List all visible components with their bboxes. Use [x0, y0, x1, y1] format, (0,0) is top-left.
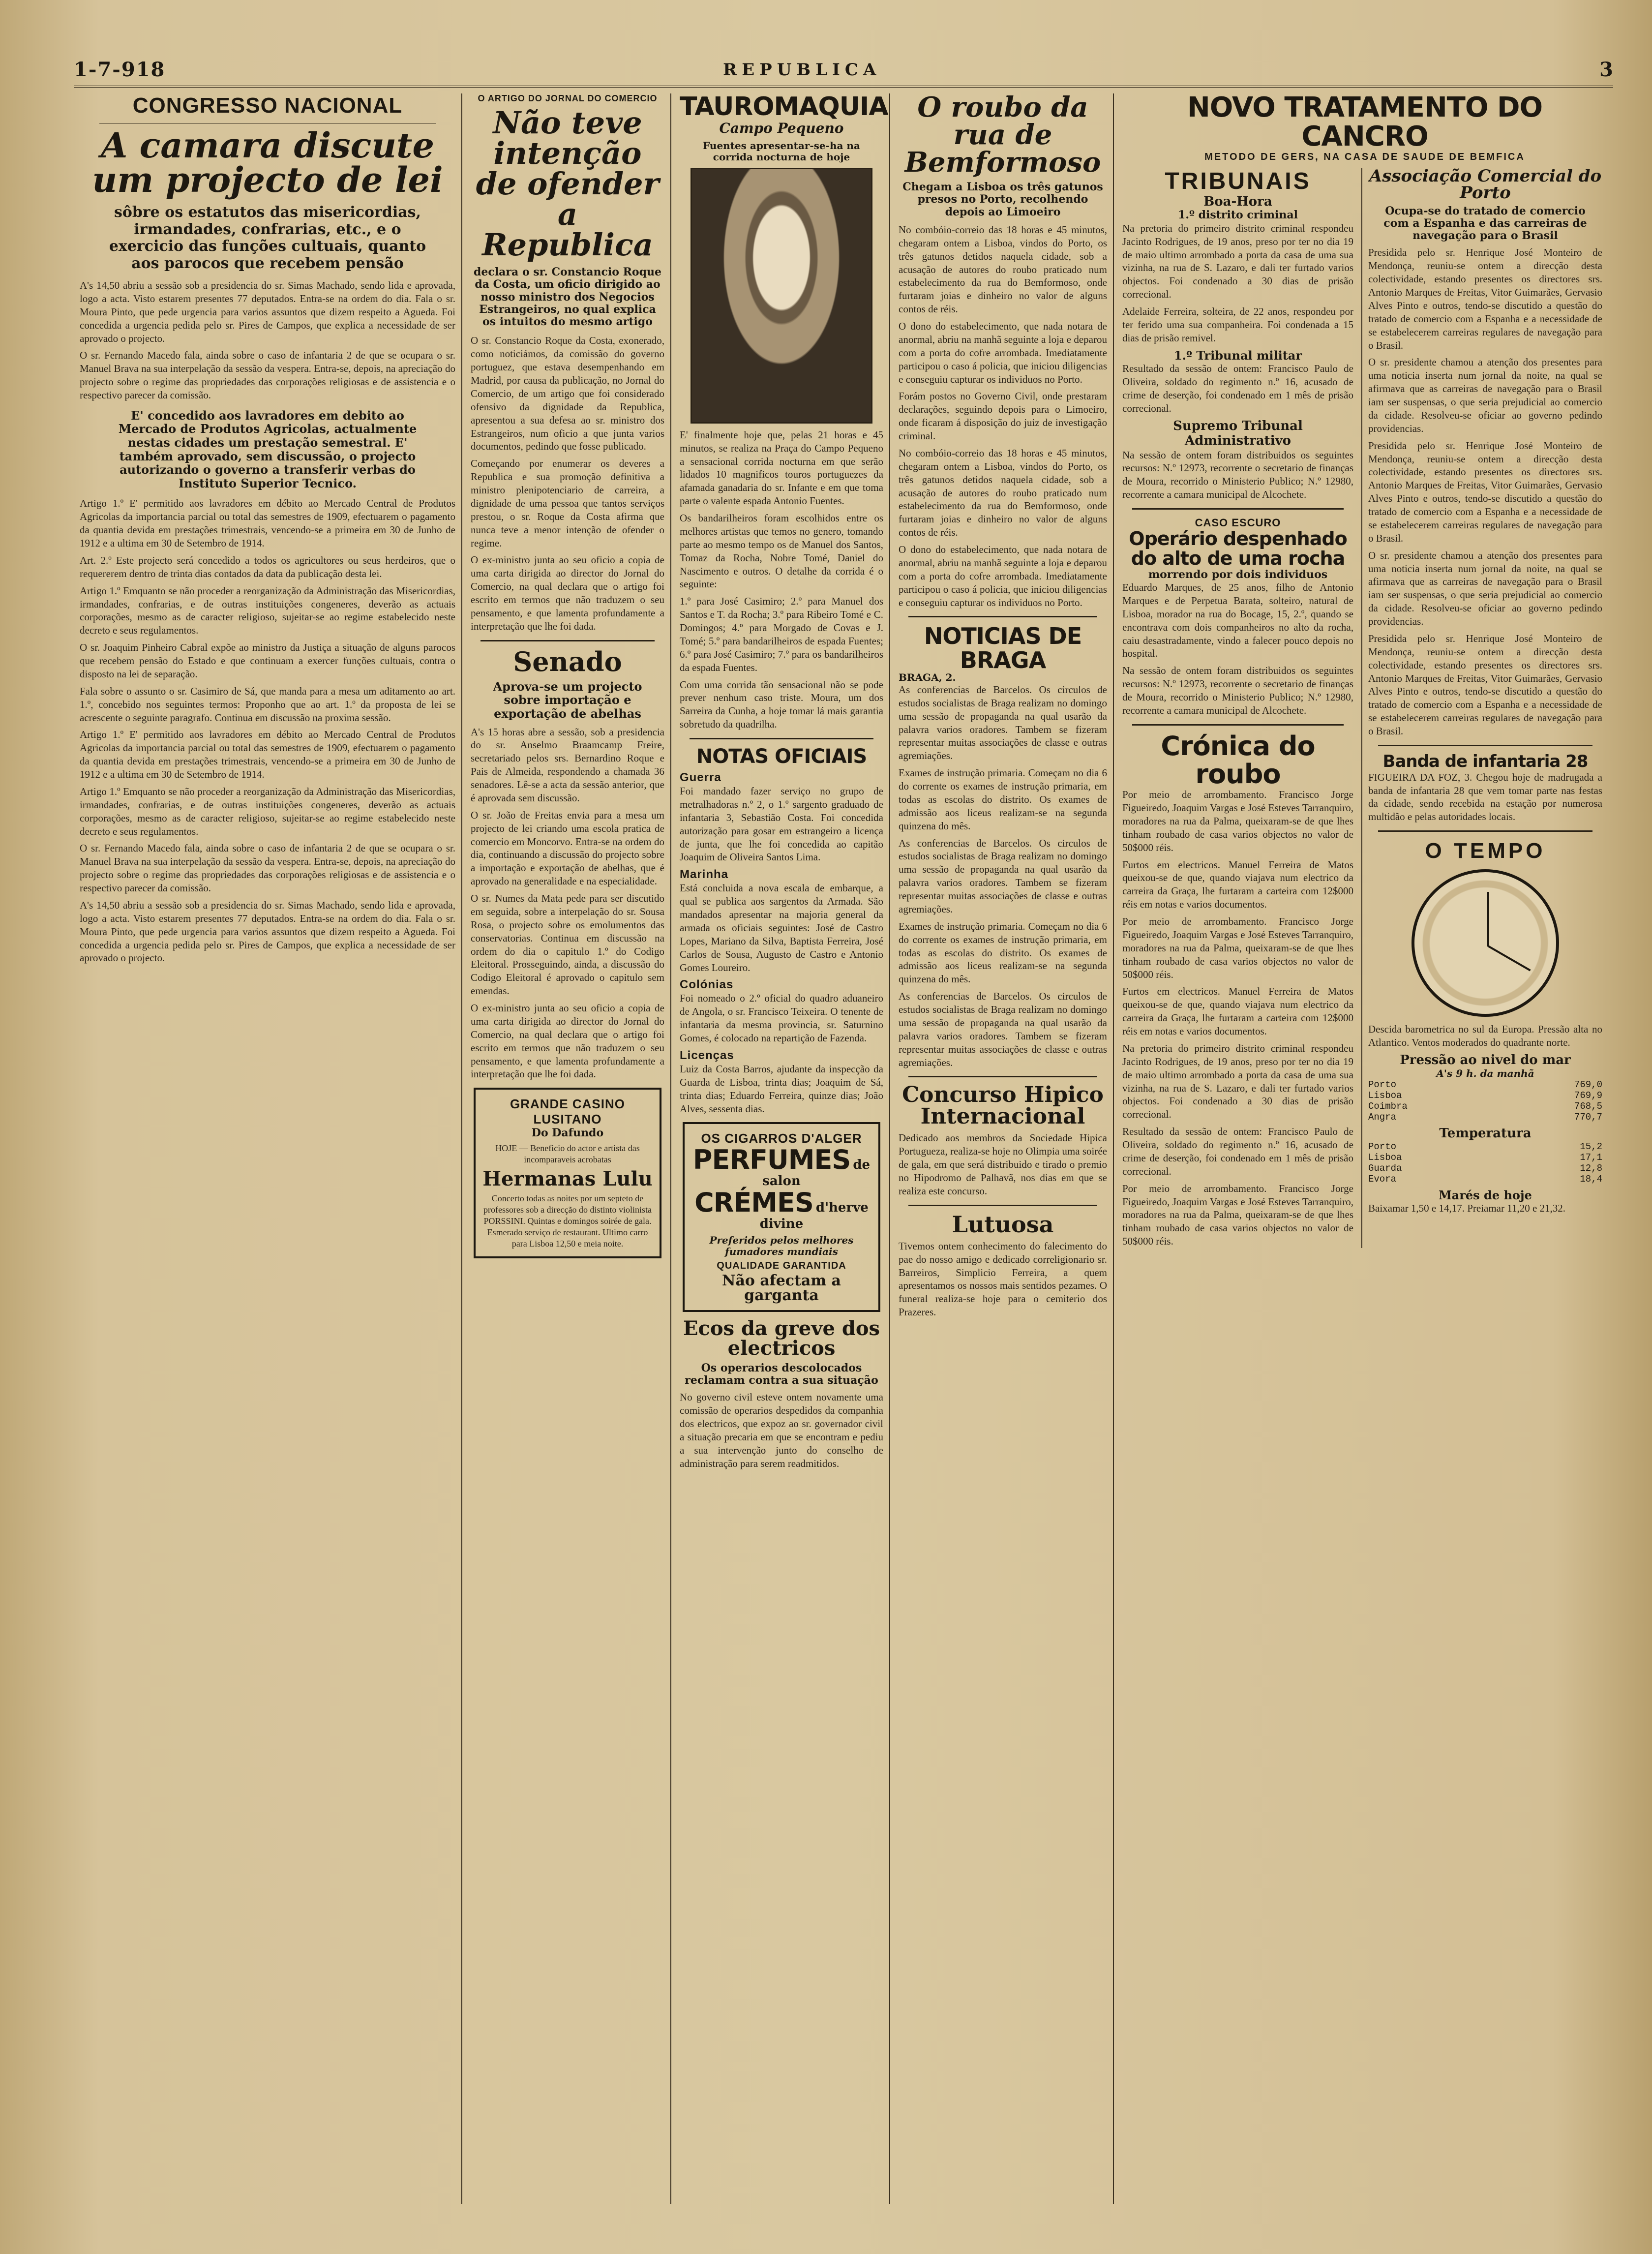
subhead-roubo: Chegam a Lisboa os três gatunos presos no Porto, recolhendo depois ao Limoeiro	[902, 181, 1103, 218]
article-body: E' finalmente hoje que, pelas 21 horas e 45 minutos, se realiza na Praça do Campo Pequeno a sensacional corrida nocturna em que serão lidados 10 magnificos touros portuguezes da afamada ganadaria do sr. Infante e em que toma parte o valente espada Antonio Fuentes.	[680, 428, 883, 507]
pressure-row: Porto 769,0	[1368, 1079, 1602, 1090]
article-body: Artigo 1.º Emquanto se não proceder a reorganização da Administração das Misericordias, irmandades, confrarias, e de outras instituições congeneres, deverão as actuais corporações, mesmo as de caracter religioso, sujeitar-se ao regime estabelecido neste decreto e seus regulamentos.	[80, 785, 455, 837]
article-body: O ex-ministro junta ao seu oficio a copia de uma carta dirigida ao director do Jornal do Comercio, na qual declara que o artigo foi escrito em termos que não traduzem o seu pensamento, e que lamenta profundamente a interpretação que lhe foi dada.	[471, 554, 664, 632]
article-body: As conferencias de Barcelos. Os circulos de estudos socialistas de Braga realizam no domingo uma sessão de propaganda na qual usarão da palavra varios oradores. Tambem se fizeram representar muitas associações de classe e outras agremiações.	[899, 837, 1107, 915]
article-body: O sr. Joaquim Pinheiro Cabral expõe ao ministro da Justiça a situação de alguns parocos que recebem pensão do Estado e que continuam a exercer funções cultuais, contra o disposto na lei de separação.	[80, 641, 455, 680]
article-body: FIGUEIRA DA FOZ, 3. Chegou hoje de madrugada a banda de infantaria 28 que vem tomar parte nas festas da cidade, sendo recebida na estação por numerosa multidão e pelas autoridades locais.	[1368, 771, 1602, 823]
headline-notas-oficiais: NOTAS OFICIAIS	[696, 745, 867, 768]
district-heading: 1.º distrito criminal	[1178, 209, 1298, 222]
headline-novo-tratamento: NOVO TRATAMENTO DO CANCRO	[1187, 93, 1543, 152]
headline-concurso-hipico: Concurso Hipico Internacional	[902, 1082, 1104, 1129]
article-body: Artigo 1.º E' permitido aos lavradores em débito ao Mercado Central de Produtos Agricolas da importancia parcial ou total das semestres de 1909, efectuarem o pagamento da quantia devida em prestações trimestrais, vencendo-se a primeira em 30 de Junho de 1912 e a ultima em 30 de Setembro de 1914.	[80, 497, 455, 549]
subhead-associacao-porto: Ocupa-se do tratado de comercio com a Espanha e das carreiras de navegação para o Brasil	[1383, 204, 1587, 243]
headline-banda: Banda de infantaria 28	[1382, 751, 1588, 771]
notas-guerra: Foi mandado fazer serviço no grupo de metralhadoras n.º 2, o 1.º sargento graduado de infantaria 3, Sebastião Costa. Foi concedida autorização para gosar em estrangeiro a licença de junta, que lhe foi concedida ao capitão Joaquim de Oliveira Santos Lima.	[680, 785, 883, 863]
subhead-fuentes: Fuentes apresentar-se-ha na corrida nocturna de hoje	[703, 139, 860, 163]
article-body: Os bandarilheiros foram escolhidos entre os melhores artistas que temos no genero, tomando parte ao mesmo tempo os de Manuel dos Santos, Tomaz da Rocha, Nobre Tomé, Daniel do Nascimento e outros. O detalhe da corrida é o seguinte:	[680, 512, 883, 590]
article-body: Na sessão de ontem foram distribuidos os seguintes recursos: N.º 12973, recorrente o secretario de finanças de Moura, recorrido o Ministerio Publico; N.º 12980, recorrente a camara municipal de Alcochete.	[1122, 449, 1353, 501]
notas-marinha-heading: Marinha	[680, 868, 729, 882]
article-body: O sr. presidente chamou a atenção dos presentes para uma noticia inserta num jornal da noite, na qual se afirmava que as carreiras de navegação para o Brasil iam ser suspensas, o que seria prejudicial ao comercio da cidade. Resolveu-se oficiar ao governo pedindo providencias.	[1368, 356, 1602, 434]
weather-note: Descida barometrica no sul da Europa. Pressão alta no Atlantico. Ventos moderados do quadrante norte.	[1368, 1023, 1602, 1049]
headline-camara: A camara discute um projecto de lei	[92, 125, 443, 200]
article-body: Presidida pelo sr. Henrique José Monteiro de Mendonça, reuniu-se ontem a direcção desta colectividade, estando presentes os directores srs. Antonio Marques de Freitas, Vitor Guimarães, Gervasio Alves Pinto e outros, tendo-se discutido a questão do tratado de comercio com a Espanha e a necessidade de se estabelecerem carreiras regulares de navegação para o Brasil.	[1368, 439, 1602, 544]
page-number: 3	[1599, 58, 1613, 81]
subhead-gers: METODO DE GERS, NA CASA DE SAUDE DE BEMFICA	[1204, 151, 1525, 162]
subhead-ecos-greve: Os operarios descolocados reclamam contra a sua situação	[685, 1361, 878, 1387]
ad-herve: d'herve divine	[759, 1200, 869, 1231]
temperature-row: Porto 15,2	[1368, 1141, 1602, 1152]
article-body: Eduardo Marques, de 25 anos, filho de Antonio Marques e de Perpetua Barata, solteiro, natural de Lisboa, morador na rua do Bocage, 15, 2.º, quando se encontrava com dois companheiros no alto da rocha, caiu desastradamente, vindo a falecer pouco depois no hospital.	[1122, 581, 1353, 660]
casino-title: GRANDE CASINO LUSITANO	[510, 1097, 625, 1127]
article-body: As conferencias de Barcelos. Os circulos de estudos socialistas de Braga realizam no domingo uma sessão de propaganda na qual usarão da palavra varios oradores. Tambem se fizeram representar muitas associações de classe e outras agremiações.	[899, 683, 1107, 762]
article-body: Furtos em electricos. Manuel Ferreira de Matos queixou-se de que, quando viajava num electrico da carreira da Graça, lhe furtaram a carteira com 12$000 réis em notas e varios documentos.	[1122, 985, 1353, 1037]
notas-licencas-heading: Licenças	[680, 1048, 734, 1062]
barometer-dial-icon	[1412, 869, 1559, 1017]
notas-licencas: Luiz da Costa Barros, ajudante da inspecção da Guarda de Lisboa, trinta dias; Joaquim de Sá, trinta dias; Eduardo Ferreira, quinze dias; João Alves, sessenta dias.	[680, 1063, 883, 1115]
article-body: Fala sobre o assunto o sr. Casimiro de Sá, que manda para a mesa um aditamento ao art. 1.º, concebido nos seguintes termos: Proponho que ao art. 1.º da proposta de lei se acrescente o seguinte paragrafo. Continua em discussão na proxima sessão.	[80, 685, 455, 724]
dateline-campo-pequeno: Campo Pequeno	[719, 120, 844, 136]
ad-preferred: Preferidos pelos melhores fumadores mundiais	[709, 1234, 854, 1257]
perfume-advertisement	[683, 1122, 880, 1311]
article-body: O ex-ministro junta ao seu oficio a copia de uma carta dirigida ao director do Jornal do Comercio, na qual declara que o artigo foi escrito em termos que não traduzem o seu pensamento, e que lamenta profundamente a interpretação que lhe foi dada.	[471, 1002, 664, 1080]
article-body: No governo civil esteve ontem novamente uma comissão de operarios despedidos da companhia dos electricos, que expoz ao sr. governador civil a situação precaria em que se encontram e pediu a sua intervenção junto do conselho de administração para serem readmitidos.	[680, 1391, 883, 1469]
article-body: Começando por enumerar os deveres a Republica e sua promoção definitiva a ministro plenipotenciario de carreira, a dignidade de uma pessoa que tantos serviços prestou, o sr. Roque da Costa afirma que nunca teve a menor intenção de ofender o regime.	[471, 457, 664, 549]
subhead-camara: sôbre os estatutos das misericordias, irmandades, confrarias, etc., e o exercicio das funções cultuais, quanto aos parocos que recebem pensão	[109, 204, 426, 272]
headline-senado: Senado	[513, 645, 622, 677]
casino-subtitle: Do Dafundo	[531, 1127, 604, 1140]
article-body: Resultado da sessão de ontem: Francisco Paulo de Oliveira, soldado do regimento n.º 16, acusado de crime de deserção, foi condenado em 1 mês de prisão correcional.	[1122, 363, 1353, 414]
pressure-row: Lisboa 769,9	[1368, 1090, 1602, 1101]
headline-lutuosa: Lutuosa	[952, 1211, 1054, 1238]
article-body: Exames de instrução primaria. Começam no dia 6 do corrente os exames de instrução primaria, em todas as escolas do distrito. Os exames de admissão aos liceus realizam-se na segunda quinzena do mês.	[899, 767, 1107, 832]
headline-cronica-roubo: Crónica do roubo	[1161, 730, 1315, 790]
tides-values: Baixamar 1,50 e 14,17. Preiamar 11,20 e 21,32.	[1368, 1202, 1566, 1215]
temperature-row: Lisboa 17,1	[1368, 1152, 1602, 1163]
article-body: O sr. Fernando Macedo fala, ainda sobre o caso de infantaria 2 de que se ocupara o sr. Manuel Brava na sua interpelação da sessão da vespera. Entra-se, depois, na apreciação do projecto sobre o regime das propriedades das corporações religiosas e de assistencia e o respectivo parecer da comissão.	[80, 349, 455, 401]
caso-escuro-kicker: CASO ESCURO	[1195, 517, 1281, 529]
bullfighter-portrait	[691, 168, 872, 424]
article-body: Na pretoria do primeiro distrito criminal respondeu Jacinto Rodrigues, de 19 anos, preso por ter no dia 19 de maio ultimo arrombado a porta da casa de uma sua vizinha, na rua de S. Lazaro, e dali ter furtado varios objectos. Foi condenado a 30 dias de prisão correcional.	[1122, 222, 1353, 301]
masthead-title: REPUBLICA	[723, 60, 881, 80]
headline-operario: Operário despenhado do alto de uma rocha	[1129, 528, 1347, 569]
headline-roubo-bemformoso: O roubo da rua de Bemformoso	[904, 93, 1101, 179]
ad-quality: QUALIDADE GARANTIDA	[717, 1260, 846, 1271]
porto-column	[1361, 168, 1602, 1249]
article-body: Art. 2.º Este projecto será concedido a todos os agricultores ou seus herdeiros, que o requererem dentro de trinta dias contados da data da publicação desta lei.	[80, 554, 455, 579]
article-body: Dedicado aos membros da Sociedade Hipica Portugueza, realiza-se hoje no Olimpia uma soirée de gala, em que será distribuido e tirado o premio no Hipodromo de Palhavã, nos dias em que se realiza este concurso.	[899, 1132, 1107, 1197]
article-body: Adelaide Ferreira, solteira, de 22 anos, respondeu por ter ferido uma sua companheira. Foi condenada a 15 dias de prisão remivel.	[1122, 305, 1353, 344]
tides-heading: Marés de hoje	[1439, 1188, 1532, 1202]
article-body: No combóio-correio das 18 horas e 45 minutos, chegaram ontem a Lisboa, vindos do Porto, os três gatunos detidos naquela cidade, sob a acusação de autores do roubo praticado num estabelecimento da rua do Bemformoso, onde furtaram joias e dinheiro no valor de alguns contos de réis.	[899, 223, 1107, 315]
column-congress	[74, 93, 462, 2204]
column-roubo	[893, 93, 1114, 2204]
braga-dateline: BRAGA, 2.	[899, 671, 956, 683]
article-body: A's 14,50 abriu a sessão sob a presidencia do sr. Simas Machado, sendo lida e aprovada, logo a acta. Visto estarem presentes 77 deputados. Entra-se na ordem do dia. Fala o sr. Moura Pinto, que pede urgencia para varios assuntos que dizem respeito a Agueda. Foi concedida a urgencia pedida pelo sr. Pires de Campos, que explica a necessidade de ser aprovado o projecto.	[80, 279, 455, 344]
notas-colonias-heading: Colónias	[680, 978, 734, 992]
article-body: Furtos em electricos. Manuel Ferreira de Matos queixou-se de que, quando viajava num electrico da carreira da Graça, lhe furtaram a carteira com 12$000 réis em notas e varios documentos.	[1122, 858, 1353, 911]
casino-advertisement	[474, 1088, 661, 1258]
section-tauromaquia: TAUROMAQUIA	[680, 93, 888, 122]
pressure-row: Angra 770,7	[1368, 1111, 1602, 1123]
article-body: Exames de instrução primaria. Começam no dia 6 do corrente os exames de instrução primaria, em todas as escolas do distrito. Os exames de admissão aos liceus realizam-se na segunda quinzena do mês.	[899, 920, 1107, 985]
article-body: No combóio-correio das 18 horas e 45 minutos, chegaram ontem a Lisboa, vindos do Porto, os três gatunos detidos naquela cidade, sob a acusação de autores do roubo praticado num estabelecimento da rua do Bemformoso, onde furtaram joias e dinheiro no valor de alguns contos de réis.	[899, 447, 1107, 539]
ad-salon: de salon	[762, 1157, 871, 1189]
article-body: Na sessão de ontem foram distribuidos os seguintes recursos: N.º 12973, recorrente o secretario de finanças de Moura, recorrido o Ministerio Publico; N.º 12980, recorrente a camara municipal de Alcochete.	[1122, 665, 1353, 716]
masthead	[74, 58, 1613, 88]
article-body: 1.º para José Casimiro; 2.º para Manuel dos Santos e T. da Rocha; 3.º para Ribeiro Tomé e C. Domingos; 4.º para Morgado de Covas e J. Tomé; 5.º para bandarilheiros de espada Fuentes; 6.º para José Casimiro; 7.º para os bandarilheiros da espada Fuentes.	[680, 595, 883, 673]
column-republica	[465, 93, 671, 2204]
article-body: A's 15 horas abre a sessão, sob a presidencia do sr. Anselmo Braamcamp Freire, secretariado pelos srs. Bernardino Roque e Pais de Almeida, respondendo a chamada 36 senadores. Lê-se a acta da sessão anterior, que é aprovada sem discussão.	[471, 726, 664, 804]
article-body: A's 14,50 abriu a sessão sob a presidencia do sr. Simas Machado, sendo lida e aprovada, logo a acta. Visto estarem presentes 77 deputados. Entra-se na ordem do dia. Fala o sr. Moura Pinto, que pede urgencia para varios assuntos que dizem respeito a Agueda. Foi concedida a urgencia pedida pelo sr. Pires de Campos, que explica a necessidade de ser aprovado o projecto.	[80, 899, 455, 964]
article-body: O sr. presidente chamou a atenção dos presentes para uma noticia inserta num jornal da noite, na qual se afirmava que as carreiras de navegação para o Brasil iam ser suspensas, o que seria prejudicial ao comercio da cidade. Resolveu-se oficiar ao governo pedindo providencias.	[1368, 549, 1602, 628]
article-body: O dono do estabelecimento, que nada notara de anormal, abriu na manhã seguinte a loja e deparou com a porta do cofre arrombada. Imediatamente participou o caso á policia, que iniciou diligencias e conseguiu capturar os individuos no Porto.	[899, 544, 1107, 609]
article-body: Artigo 1.º Emquanto se não proceder a reorganização da Administração das Misericordias, irmandades, confrarias, e de outras instituições congeneres, deverão as actuais corporações, mesmo as de caracter religioso, sujeitar-se ao regime estabelecido neste decreto e seus regulamentos.	[80, 584, 455, 637]
article-body: Por meio de arrombamento. Francisco Jorge Figueiredo, Joaquim Vargas e José Esteves Tarranquiro, moradores na rua da Palma, queixaram-se de que lhes tinham roubado de casa varios objectos no valor de 50$000 réis.	[1122, 1182, 1353, 1248]
article-body: O sr. Fernando Macedo fala, ainda sobre o caso de infantaria 2 de que se ocupara o sr. Manuel Brava na sua interpelação da sessão da vespera. Entra-se, depois, na apreciação do projecto sobre o regime das propriedades das corporações religiosas e de assistencia e o respectivo parecer da comissão.	[80, 842, 455, 894]
article-body: O sr. João de Freitas envia para a mesa um projecto de lei criando uma escola pratica de comercio em Moncorvo. Entra-se na ordem do dia, continuando a discussão do projecto sobre a importação e exportação de abelhas, que é aprovado na generalidade e na especialidade.	[471, 809, 664, 887]
notas-marinha: Está concluida a nova escala de embarque, a qual se publica aos sargentos da Armada. São mandados apresentar na majoria general da armada os oficiais seguintes: José de Castro Lopes, Mariano da Silva, Baptista Ferreira, José Carlos de Sousa, Augusto de Castro e Antonio Gomes Loureiro.	[680, 882, 883, 974]
column-tauromaquia	[674, 93, 890, 2204]
article-body: Presidida pelo sr. Henrique José Monteiro de Mendonça, reuniu-se ontem a direcção desta colectividade, estando presentes os directores srs. Antonio Marques de Freitas, Vitor Guimarães, Gervasio Alves Pinto e outros, tendo-se discutido a questão do tratado de comercio com a Espanha e a necessidade de se estabelecerem carreiras regulares de navegação para o Brasil.	[1368, 632, 1602, 737]
section-heading: CONGRESSO NACIONAL	[132, 93, 403, 118]
tribunal-militar-heading: 1.º Tribunal militar	[1173, 348, 1302, 363]
section-tempo: O TEMPO	[1425, 839, 1546, 863]
article-body: Por meio de arrombamento. Francisco Jorge Figueiredo, Joaquim Vargas e José Esteves Tarranquiro, moradores na rua da Palma, queixaram-se de que lhes tinham roubado de casa varios objectos no valor de 50$000 réis.	[1122, 789, 1353, 853]
article-body: Na pretoria do primeiro distrito criminal respondeu Jacinto Rodrigues, de 19 anos, preso por ter no dia 19 de maio ultimo arrombado a porta da casa de uma sua vizinha, na rua de S. Lazaro, e dali ter furtado varios objectos. Foi condenado a 30 dias de prisão correcional.	[1122, 1042, 1353, 1121]
notas-colonias: Foi nomeado o 2.º oficial do quadro aduaneiro de Angola, o sr. Francisco Teixeira. O tenente de infantaria da mesma provincia, sr. Saturnino Gomes, é colocado na repartição de Fazenda.	[680, 992, 883, 1044]
article-body: Com uma corrida tão sensacional não se pode prever nenhum caso triste. Moura, um dos Sarreira da Cunha, a hoje tomar lá mais garantia sobretudo da quadrilha.	[680, 678, 883, 731]
article-body: As conferencias de Barcelos. Os circulos de estudos socialistas de Braga realizam no domingo uma sessão de propaganda na qual usarão da palavra varios oradores. Tambem se fizeram representar muitas associações de classe e outras agremiações.	[899, 990, 1107, 1068]
notas-guerra-heading: Guerra	[680, 771, 721, 785]
headline-associacao-porto: Associação Comercial do Porto	[1369, 166, 1602, 203]
headline-ecos-greve: Ecos da greve dos electricos	[683, 1316, 880, 1360]
article-body: Resultado da sessão de ontem: Francisco Paulo de Oliveira, soldado do regimento n.º 16, acusado de crime de deserção, foi condenado em 1 mês de prisão correcional.	[1122, 1126, 1353, 1177]
pressure-time: A's 9 h. da manhã	[1436, 1067, 1534, 1079]
ad-brand: OS CIGARROS D'ALGER	[701, 1131, 862, 1146]
article-body: O sr. Numes da Mata pede para ser discutido em seguida, sobre a interpelação do sr. Sousa Rosa, o projecto sobre os emolumentos das conservatorias. Continua em discussão na ordem do dia o capitulo 1.º do Codigo Eleitoral. Prosseguindo, ainda, a discussão do Codigo Eleitoral é aprovado o capitulo sem emendas.	[471, 892, 664, 997]
article-subhead: E' concedido aos lavradores em debito ao Mercado de Produtos Agricolas, actualmente nestas cidades um prestação semestral. E' também aprovado, sem discussão, o projecto autorizando o governo a transferir verbas do Instituto Superior Tecnico.	[118, 408, 417, 490]
temperature-row: Guarda 12,8	[1368, 1162, 1602, 1174]
pressure-row: Coimbra 768,5	[1368, 1100, 1602, 1112]
article-body: O sr. Constancio Roque da Costa, exonerado, como noticiámos, da comissão do governo portuguez, que estava desempenhando em Madrid, por causa da publicação, no Jornal do Comercio, de um artigo que foi considerado ofensivo da dignidade da Republica, apresentou a sua defesa ao sr. ministro dos Estrangeiros, num oficio a que junta varios documentos, pedindo que fosse publicado.	[471, 335, 664, 453]
ad-cremes: CRÉMES	[694, 1187, 813, 1218]
boa-hora-heading: Boa-Hora	[1203, 194, 1272, 209]
headline-ofender: Não teve intenção de ofender a Republica	[476, 105, 660, 263]
temperature-heading: Temperatura	[1439, 1126, 1532, 1141]
casino-act: Hermanas Lulu	[482, 1167, 653, 1190]
kicker: O ARTIGO DO JORNAL DO COMERCIO	[478, 93, 658, 103]
masthead-date: 1-7-918	[74, 58, 166, 81]
article-body: Presidida pelo sr. Henrique José Monteiro de Mendonça, reuniu-se ontem a direcção desta colectividade, estando presentes os directores srs. Antonio Marques de Freitas, Vitor Guimarães, Gervasio Alves Pinto e outros, tendo-se discutido a questão do tratado de comercio com a Espanha e a necessidade de se estabelecerem carreiras regulares de navegação para o Brasil.	[1368, 246, 1602, 351]
article-body: Artigo 1.º E' permitido aos lavradores em débito ao Mercado Central de Produtos Agricolas da importancia parcial ou total das semestres de 1909, efectuarem o pagamento da quantia devida em prestações trimestrais, vencendo-se a primeira em 30 de Junho de 1912 e a ultima em 30 de Setembro de 1914.	[80, 729, 455, 781]
headline-noticias-braga: NOTICIAS DE BRAGA	[924, 623, 1082, 673]
temperature-row: Evora 18,4	[1368, 1173, 1602, 1185]
article-body: Tivemos ontem conhecimento do falecimento do pae do nosso amigo e dedicado correligionario sr. Barreiros, Simplicio Ferreira, a quem apresentamos os nossos mais sentidos pezames. O funeral realiza-se hoje para o cemiterio dos Prazeres.	[899, 1240, 1107, 1318]
article-body: O dono do estabelecimento, que nada notara de anormal, abriu na manhã seguinte a loja e deparou com a porta do cofre arrombada. Imediatamente participou o caso á policia, que iniciou diligencias e conseguiu capturar os individuos no Porto.	[899, 320, 1107, 385]
tribunais-column	[1122, 168, 1353, 1249]
casino-date: HOJE — Beneficio do actor e artista das incomparaveis acrobatas	[495, 1143, 640, 1164]
column-right	[1116, 93, 1613, 2204]
ad-slogan: Não afectam a garganta	[722, 1272, 841, 1304]
casino-body: Concerto todas as noites por um septeto de professores sob a direcção do distinto violinista PORSSINI. Quintas e domingos soirée de gala. Esmerado serviço de restaurant. Ultimo carro para Lisboa 12,50 e meia noite.	[483, 1193, 652, 1249]
article-body: Forám postos no Governo Civil, onde prestaram declarações, seguindo depois para o Limoeiro, onde ficaram á disposição do juiz de investigação criminal.	[899, 390, 1107, 442]
section-tribunais: TRIBUNAIS	[1165, 168, 1311, 194]
article-body: Por meio de arrombamento. Francisco Jorge Figueiredo, Joaquim Vargas e José Esteves Tarranquiro, moradores na rua da Palma, queixaram-se de que lhes tinham roubado de casa varios objectos no valor de 50$000 réis.	[1122, 915, 1353, 980]
subhead-operario: morrendo por dois individuos	[1148, 568, 1328, 581]
supremo-heading: Supremo Tribunal Administrativo	[1173, 418, 1303, 448]
subhead-ofender: declara o sr. Constancio Roque da Costa, um oficio dirigido ao nosso ministro dos Negocios Estrangeiros, no qual explica os intuitos do mesmo artigo	[474, 266, 661, 329]
ad-perfumes: PERFUMES	[692, 1144, 851, 1176]
subhead-senado: Aprova-se um projecto sobre importação e exportação de abelhas	[493, 679, 642, 721]
pressure-heading: Pressão ao nivel do mar	[1400, 1052, 1571, 1067]
